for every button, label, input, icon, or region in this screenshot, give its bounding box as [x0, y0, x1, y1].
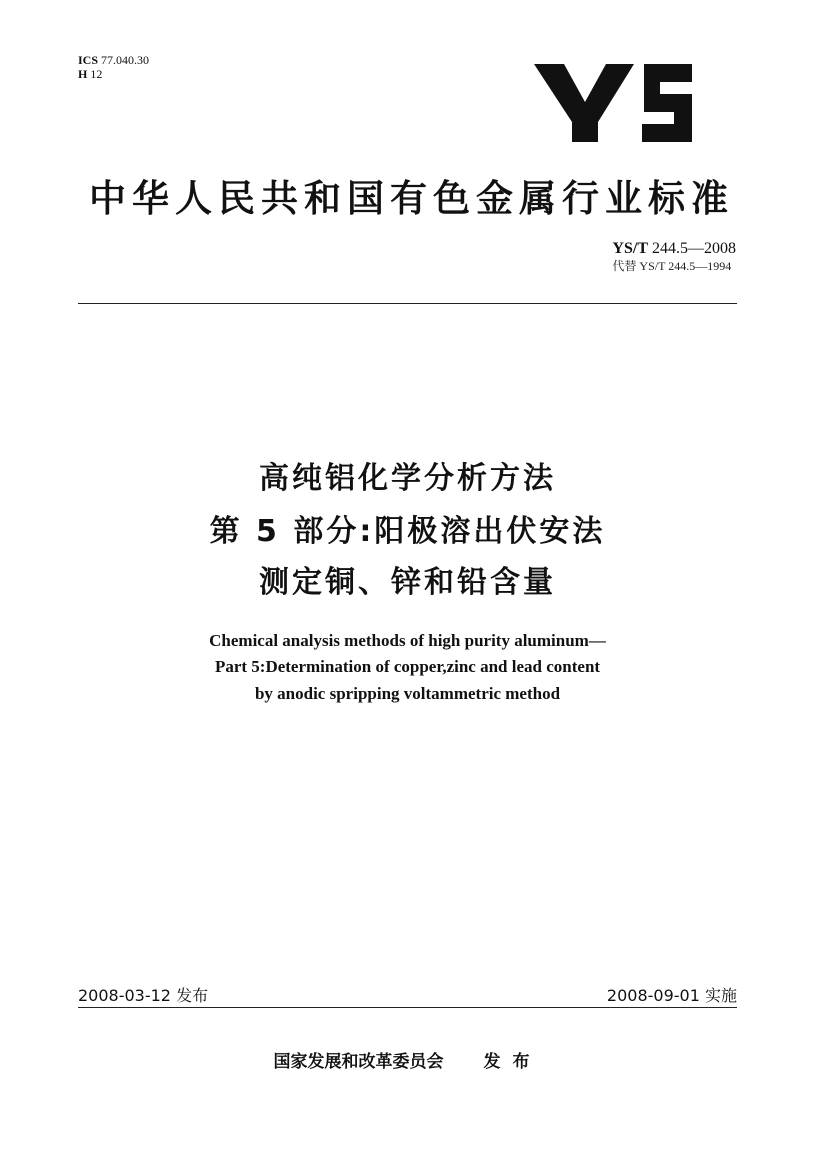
classification-codes: [78, 53, 149, 81]
standard-prefix: YS/T: [612, 240, 648, 257]
title-cn-line3: 测定铜、锌和铅含量: [259, 565, 556, 600]
issue-date: 2008-03-12 发布: [78, 986, 209, 1005]
ccs-line: [78, 67, 149, 81]
standard-code: 244.5—2008: [652, 240, 736, 257]
issuer-name: 国家发展和改革委员会: [273, 1052, 444, 1072]
footer-divider: [78, 1007, 737, 1008]
issuer-action: 发布: [483, 1052, 542, 1072]
title-cn-line1: 高纯铝化学分析方法: [259, 461, 556, 496]
implementation-date: 2008-09-01 实施: [606, 986, 737, 1005]
title-en-line2: Part 5:Determination of copper,zinc and lead content: [214, 657, 601, 676]
standard-number: [612, 240, 736, 258]
header-divider: [78, 303, 737, 304]
header-title: 中华人民共和国有色金属行业标准: [89, 177, 734, 220]
ics-line: [78, 53, 149, 67]
issuer: [0, 1047, 815, 1072]
ys-logo: [534, 42, 694, 154]
title-en-line3: by anodic spripping voltammetric method: [254, 684, 561, 703]
standard-number-block: [612, 240, 736, 274]
ccs-label: H: [78, 67, 88, 81]
title-cn-line2: 第 5 部分:阳极溶出伏安法: [209, 514, 606, 549]
ccs-code: 12: [90, 67, 103, 81]
ics-label: ICS: [78, 53, 99, 67]
title-en-line1: Chemical analysis methods of high purity aluminum—: [209, 631, 606, 650]
replaces-standard: 代替 YS/T 244.5—1994: [612, 259, 732, 273]
ics-code: 77.040.30: [101, 53, 150, 67]
